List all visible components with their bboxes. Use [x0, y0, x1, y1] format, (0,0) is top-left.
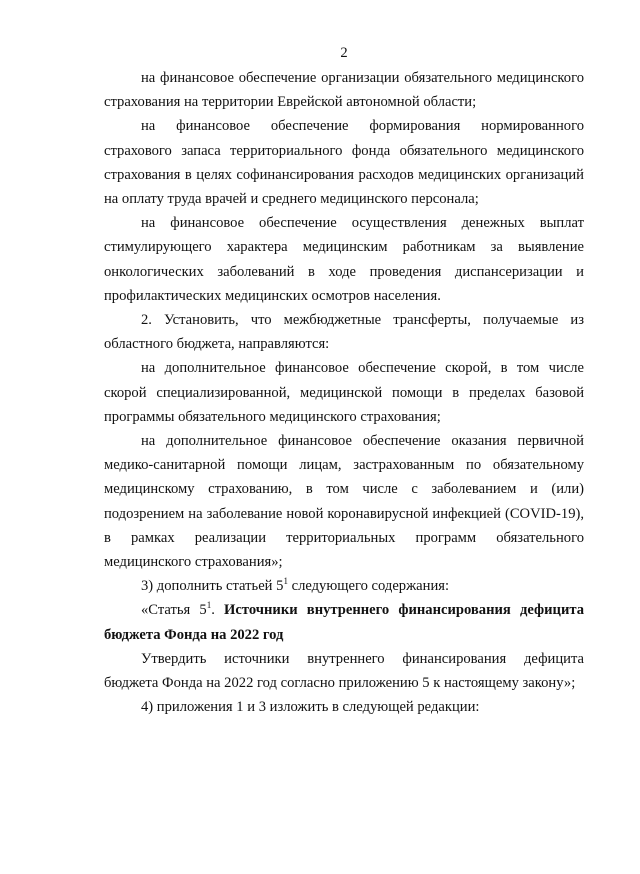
- paragraph-primary-care: на дополнительное финансовое обеспечение оказания первичной медико-санитарной помощи лицам, застрахованным по обязательному медицинскому страхованию, в том числе с заболеванием и (или) подозрением на заболевание новой коронавирусной инфекцией (COVID-19), в рамках реализации территориальных программ обязательного медицинского страхования»;: [104, 433, 584, 571]
- item-3-text-after: следующего содержания:: [287, 578, 450, 595]
- item-3-text-before: 3) дополнить статьей 5: [141, 578, 284, 595]
- paragraph-emergency-care: на дополнительное финансовое обеспечение скорой, в том числе скорой специализированной, медицинской помощи в пределах базовой программы обязательного медицинского страхования;: [104, 360, 584, 425]
- article-heading-title: Источники внутреннего финансирования дефицита бюджета Фонда на 2022 год: [104, 602, 584, 643]
- page-number: 2: [340, 45, 348, 61]
- paragraph-article-text: Утвердить источники внутреннего финансирования дефицита бюджета Фонда на 2022 год согласно приложению 5 к настоящему закону»;: [104, 650, 584, 692]
- item-3-superscript: 1: [283, 576, 288, 587]
- paragraph-item-3: [104, 574, 584, 598]
- paragraph-item-4: 4) приложения 1 и 3 изложить в следующей редакции:: [141, 699, 480, 716]
- paragraph-organization-funding: на финансовое обеспечение организации обязательного медицинского страхования на территории Еврейской автономной области;: [104, 70, 584, 111]
- document-body: [104, 66, 584, 719]
- paragraph-oncology-payments: на финансовое обеспечение осуществления денежных выплат стимулирующего характера медицинским работникам за выявление онкологических заболеваний в ходе проведения диспансеризации и профилактических медицинских осмотров населения.: [104, 215, 584, 304]
- paragraph-insurance-reserve: на финансовое обеспечение формирования нормированного страхового запаса территориального фонда обязательного медицинского страхования в целях софинансирования расходов медицинских организаций на оплату труда врачей и среднего медицинского персонала;: [104, 118, 584, 208]
- article-heading-dot: .: [211, 602, 225, 619]
- article-heading: [104, 598, 584, 646]
- paragraph-item-2: 2. Установить, что межбюджетные трансферты, получаемые из областного бюджета, направляются:: [104, 312, 584, 353]
- article-heading-superscript: 1: [206, 600, 212, 611]
- article-heading-open: «Статья 5: [141, 602, 207, 619]
